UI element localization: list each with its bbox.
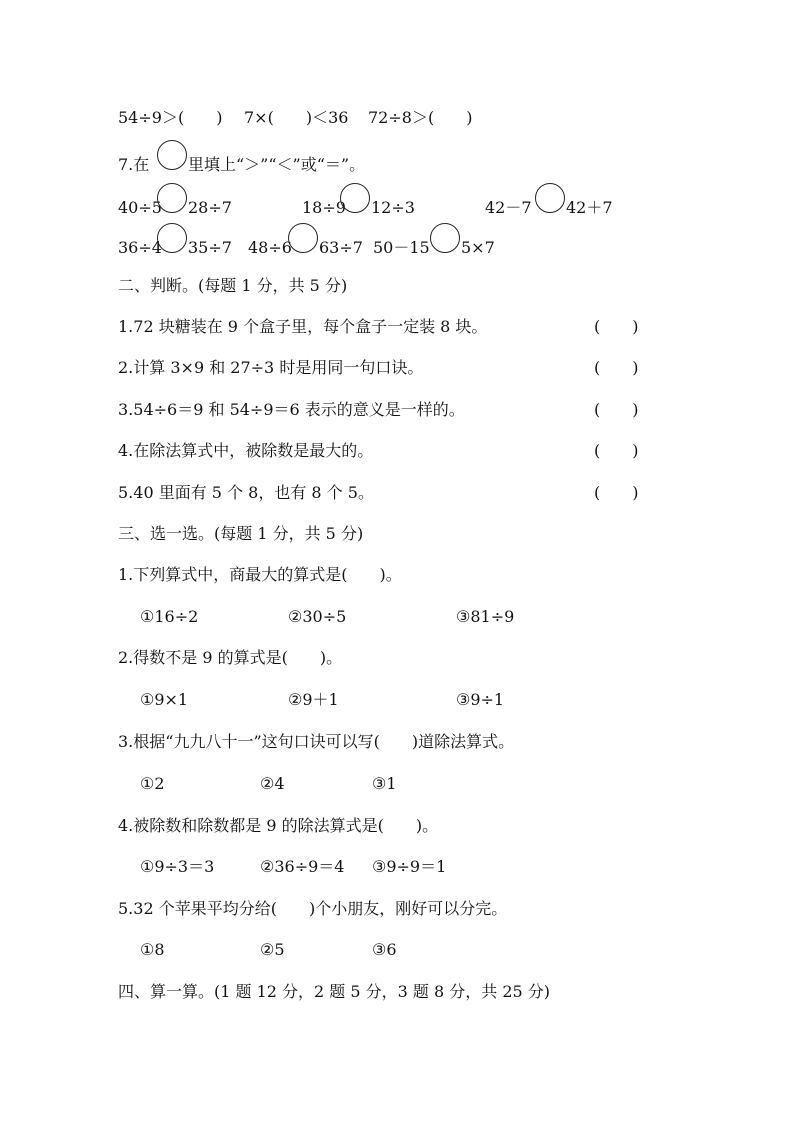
q7-label-pre: 7.在: [118, 155, 150, 174]
judge-item-4: 4.在除法算式中，被除数是最大的。: [118, 441, 374, 460]
q7-label-post: 里填上“＞”“＜”或“＝”。: [188, 155, 366, 174]
choice-question-2: 2.得数不是 9 的算式是( )。: [118, 648, 343, 667]
judge-item-2: 2.计算 3×9 和 27÷3 时是用同一句口诀。: [118, 358, 424, 377]
choice-2-option-3[interactable]: ③9÷1: [456, 690, 505, 709]
q7-r2-expr-2: 35÷7: [188, 238, 232, 257]
q7-r1-expr-4: 12÷3: [371, 198, 415, 217]
judge-answer-4[interactable]: ( ): [594, 441, 639, 460]
choice-question-3: 3.根据“九九八十一”这句口诀可以写( )道除法算式。: [118, 732, 515, 751]
fill-expression-2: 7×( )＜36: [244, 108, 349, 127]
choice-1-option-2[interactable]: ②30÷5: [288, 607, 347, 626]
choice-question-5: 5.32 个苹果平均分给( )个小朋友，刚好可以分完。: [118, 899, 508, 918]
choice-4-option-1[interactable]: ①9÷3＝3: [140, 857, 215, 876]
judge-item-3: 3.54÷6＝9 和 54÷9＝6 表示的意义是一样的。: [118, 400, 465, 419]
q7-r2-expr-5: 50－15: [373, 238, 430, 257]
q7-r2-expr-1: 36÷4: [118, 238, 162, 257]
choice-5-option-2[interactable]: ②5: [260, 940, 285, 959]
q7-r2-expr-6: 5×7: [461, 238, 495, 257]
compare-circle-icon[interactable]: [288, 223, 318, 253]
choice-1-option-3[interactable]: ③81÷9: [456, 607, 515, 626]
compare-circle-icon[interactable]: [535, 183, 565, 213]
choice-2-option-1[interactable]: ①9×1: [140, 690, 189, 709]
choice-2-option-2[interactable]: ②9＋1: [288, 690, 339, 709]
section4-title: 四、算一算。(1 题 12 分，2 题 5 分，3 题 8 分，共 25 分): [118, 982, 551, 1001]
choice-question-4: 4.被除数和除数都是 9 的除法算式是( )。: [118, 816, 439, 835]
judge-answer-5[interactable]: ( ): [594, 483, 639, 502]
section2-title: 二、判断。(每题 1 分，共 5 分): [118, 276, 348, 295]
q7-r2-expr-4: 63÷7: [319, 238, 363, 257]
choice-3-option-1[interactable]: ①2: [140, 774, 165, 793]
compare-circle-icon[interactable]: [157, 183, 187, 213]
q7-r1-expr-6: 42＋7: [566, 198, 613, 217]
choice-1-option-1[interactable]: ①16÷2: [140, 607, 199, 626]
fill-expression-1: 54÷9＞( ): [118, 108, 223, 127]
judge-item-5: 5.40 里面有 5 个 8，也有 8 个 5。: [118, 483, 374, 502]
choice-3-option-3[interactable]: ③1: [372, 774, 397, 793]
q7-r1-expr-2: 28÷7: [188, 198, 232, 217]
q7-r1-expr-3: 18÷9: [302, 198, 346, 217]
fill-expression-3: 72÷8＞( ): [368, 108, 473, 127]
compare-circle-icon[interactable]: [430, 223, 460, 253]
judge-item-1: 1.72 块糖装在 9 个盒子里，每个盒子一定装 8 块。: [118, 317, 488, 336]
choice-3-option-2[interactable]: ②4: [260, 774, 285, 793]
choice-4-option-3[interactable]: ③9÷9＝1: [372, 857, 447, 876]
judge-answer-3[interactable]: ( ): [594, 400, 639, 419]
q7-r1-expr-1: 40÷5: [118, 198, 162, 217]
judge-answer-1[interactable]: ( ): [594, 317, 639, 336]
compare-circle-icon[interactable]: [340, 183, 370, 213]
section3-title: 三、选一选。(每题 1 分，共 5 分): [118, 524, 364, 543]
choice-4-option-2[interactable]: ②36÷9＝4: [260, 857, 345, 876]
judge-answer-2[interactable]: ( ): [594, 358, 639, 377]
q7-r1-expr-5: 42－7: [485, 198, 532, 217]
compare-circle-icon[interactable]: [157, 140, 187, 170]
choice-5-option-1[interactable]: ①8: [140, 940, 165, 959]
q7-r2-expr-3: 48÷6: [248, 238, 292, 257]
choice-question-1: 1.下列算式中，商最大的算式是( )。: [118, 565, 402, 584]
compare-circle-icon[interactable]: [157, 223, 187, 253]
choice-5-option-3[interactable]: ③6: [372, 940, 397, 959]
